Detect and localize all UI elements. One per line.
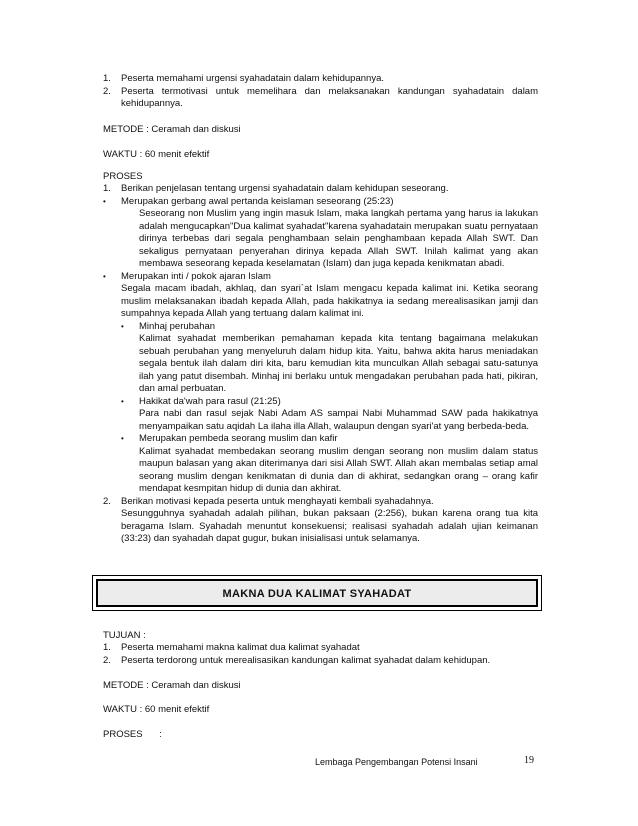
goal-list-bottom bbox=[103, 642, 538, 667]
proses-colon: : bbox=[159, 729, 162, 740]
bullet-paragraph: Seseorang non Muslim yang ingin masuk Islam, maka langkah pertama yang harus ia lakukan adalah mengucapkan"Dua kalimat syahadat"karena syahadatain merupakan suatu pernyataan dirinya terbebas dari segala penghambaan selain penghambaan kepada Allah SWT. Dan sekaligus pernyataan penyerahan dirinya kepada Allah SWT. Inilah kalimat yang akan membawa seseorang kepada keselamatan (Islam) dan juga kepada kenikmatan abadi. bbox=[139, 208, 538, 269]
list-item bbox=[103, 496, 538, 509]
metode-line: METODE : Ceramah dan diskusi bbox=[103, 680, 241, 691]
bullet-title: Hakikat da'wah para rasul (21:25) bbox=[139, 395, 281, 407]
goal-list-top bbox=[103, 73, 538, 111]
list-marker: 1. bbox=[103, 73, 111, 84]
list-marker: 2. bbox=[103, 654, 111, 666]
proses-label: PROSES bbox=[103, 171, 143, 182]
banner-inner bbox=[96, 579, 538, 607]
metode-line: METODE : Ceramah dan diskusi bbox=[103, 124, 241, 135]
bullet-icon: • bbox=[121, 434, 124, 443]
bullet-icon: • bbox=[121, 396, 124, 406]
list-marker: 1. bbox=[103, 183, 111, 194]
bullet-title: Merupakan gerbang awal pertanda keislaman seseorang (25:23) bbox=[121, 195, 394, 207]
bullet-icon: • bbox=[121, 321, 124, 331]
bullet-item bbox=[103, 271, 538, 284]
proses-line bbox=[103, 729, 538, 742]
bullet-paragraph: Kalimat syahadat memberikan pemahaman kepada kita tentang bagaimana melakukan sebuah perubahan yang menyeluruh dalam hidup kita. Yaitu, bahwa akita harus meniadakan segala bentuk ilah dalam diri kita, baru kemudian kita munculkan Allah sebagai satu-satunya ilah yang patut disembah. Minhaj ini berlaku untuk mengadakan perubahan pada hati, pikiran, dan amal perbuatan. bbox=[139, 333, 538, 394]
bullet-title: Minhaj perubahan bbox=[139, 320, 216, 332]
list-paragraph: Sesungguhnya syahadah adalah pilihan, bukan paksaan (2:256), bukan karena orang tua kita beragama Islam. Syahadah menuntut konsekuensi; realisasi syahadah adalah ujian keimanan (33:23) dan syahadah dapat gugur, bukan inisialisasi untuk selamanya. bbox=[121, 508, 538, 544]
proses-label: PROSES bbox=[103, 729, 143, 740]
waktu-line: WAKTU : 60 menit efektif bbox=[103, 704, 210, 715]
bullet-paragraph: Kalimat syahadat membedakan seorang muslim dengan seorang non muslim dalam status maupun balasan yang akan diterimanya dari sisi Allah SWT. Allah akan membalas setiap amal seorang muslim dengan kenikmatan di dunia dan di akhirat, sedangkan orang – orang kafir mendapat kesmpitan hidup di dunia dan akhirat. bbox=[139, 445, 538, 494]
list-text: Peserta terdorong untuk merealisasikan kandungan kalimat syahadat dalam kehidupan. bbox=[121, 654, 491, 666]
bullet-title: Merupakan pembeda seorang muslim dan kafir bbox=[139, 433, 338, 444]
section-title: MAKNA DUA KALIMAT SYAHADAT bbox=[222, 588, 412, 600]
list-item bbox=[103, 642, 538, 655]
list-text: Peserta memahami urgensi syahadatain dalam kehidupannya. bbox=[121, 73, 384, 84]
sub-bullet-item bbox=[121, 396, 538, 409]
list-item bbox=[103, 73, 538, 86]
bullet-icon: • bbox=[103, 271, 106, 281]
list-text: Berikan penjelasan tentang urgensi syahadatain dalam kehidupan seseorang. bbox=[121, 183, 449, 194]
bullet-title: Merupakan inti / pokok ajaran Islam bbox=[121, 270, 271, 282]
list-item bbox=[103, 655, 538, 668]
list-item bbox=[103, 86, 538, 111]
list-text: Peserta memahami makna kalimat dua kalimat syahadat bbox=[121, 642, 360, 653]
list-marker: 2. bbox=[103, 85, 111, 97]
proses-section bbox=[103, 183, 538, 546]
bullet-paragraph: Para nabi dan rasul sejak Nabi Adam AS sampai Nabi Muhammad SAW pada hakikatnya menyampaikan satu aqidah La ilaha illa Allah, walaupun dengan syari'at yang berbeda-beda. bbox=[139, 408, 538, 432]
page-number: 19 bbox=[524, 755, 534, 766]
list-text: Peserta termotivasi untuk memelihara dan melaksanakan kandungan syahadatain dalam kehidupannya. bbox=[121, 85, 538, 109]
bullet-item bbox=[103, 196, 538, 209]
section-banner bbox=[92, 575, 542, 611]
list-marker: 2. bbox=[103, 495, 111, 507]
waktu-line: WAKTU : 60 menit efektif bbox=[103, 149, 210, 160]
footer-org: Lembaga Pengembangan Potensi Insani bbox=[315, 757, 478, 767]
list-marker: 1. bbox=[103, 642, 111, 653]
list-item bbox=[103, 183, 538, 196]
sub-bullet-item bbox=[121, 433, 538, 446]
bullet-paragraph: Segala macam ibadah, akhlaq, dan syari`at Islam mengacu kepada kalimat ini. Ketika seorang muslim melaksanakan ibadah kepada Allah, pada hakikatnya ia sedang merealisasikan jamji dan sumpahnya kepada Allah yang tertuang dalam kalimat ini. bbox=[121, 283, 538, 319]
bullet-icon: • bbox=[103, 196, 106, 206]
sub-bullet-item bbox=[121, 321, 538, 334]
list-text: Berikan motivasi kepada peserta untuk menghayati kembali syahadahnya. bbox=[121, 495, 434, 507]
tujuan-label: TUJUAN : bbox=[103, 630, 146, 641]
